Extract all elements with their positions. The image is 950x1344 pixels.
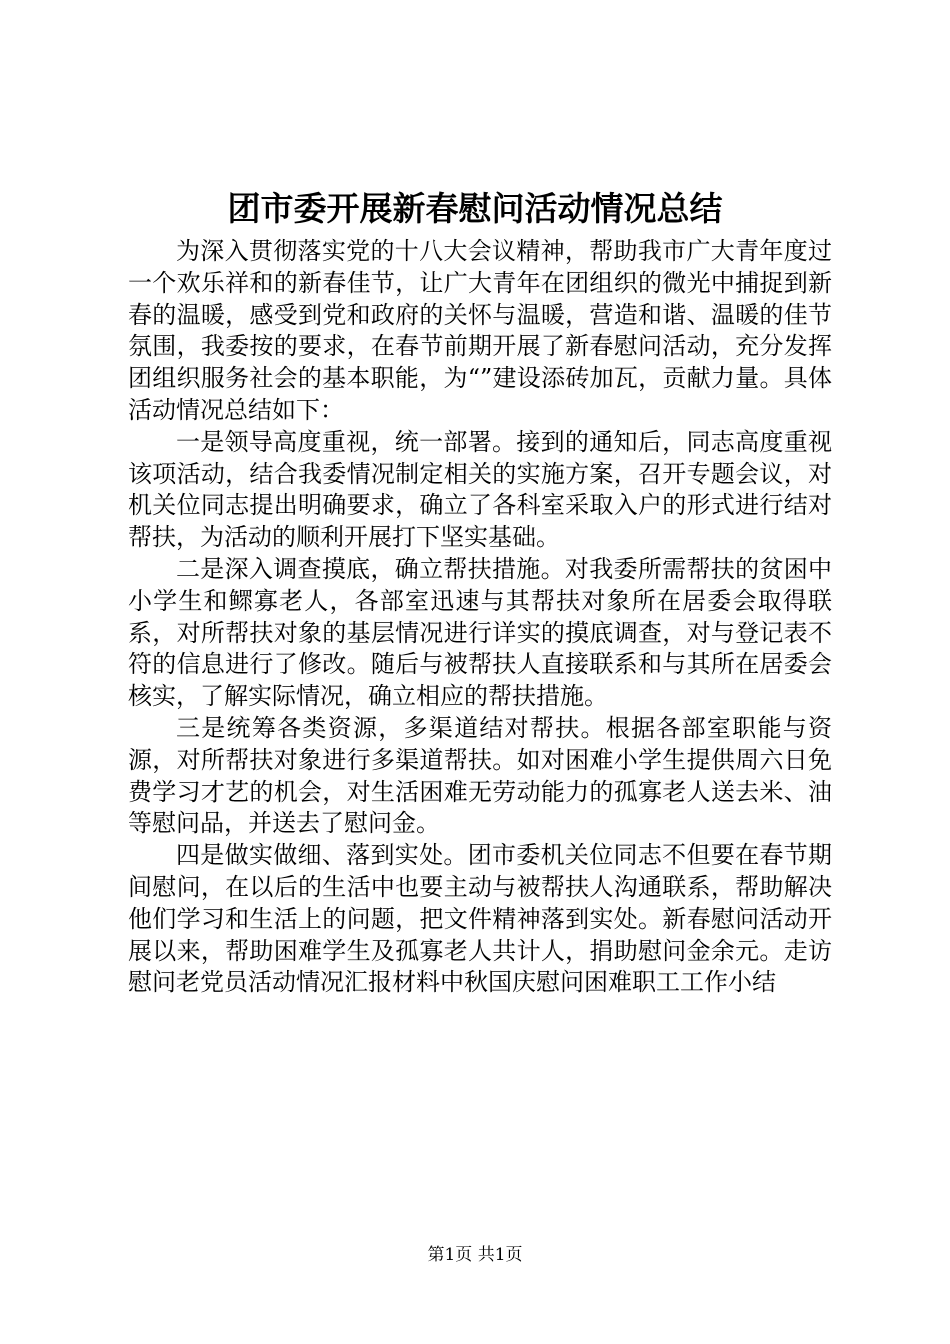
document-title: 团市委开展新春慰问活动情况总结	[227, 189, 723, 228]
paragraph-point-4: 四是做实做细、落到实处。团市委机关位同志不但要在春节期间慰问，在以后的生活中也要主动与被帮扶人沟通联系，帮助解决他们学习和生活上的问题，把文件精神落到实处。新春慰问活动开展以来，帮助困难学生及孤寡老人共计人，捐助慰问金余元。走访慰问老党员活动情况汇报材料中秋国庆慰问困难职工工作小结	[128, 841, 832, 997]
paragraph-intro: 为深入贯彻落实党的十八大会议精神，帮助我市广大青年度过一个欢乐祥和的新春佳节，让广大青年在团组织的微光中捕捉到新春的温暖，感受到党和政府的关怀与温暖，营造和谐、温暖的佳节氛围，我委按的要求，在春节前期开展了新春慰问活动，充分发挥团组织服务社会的基本职能，为“”建设添砖加瓦，贡献力量。具体活动情况总结如下：	[128, 237, 832, 424]
paragraph-point-1: 一是领导高度重视，统一部署。接到的通知后，同志高度重视该项活动，结合我委情况制定相关的实施方案，召开专题会议，对机关位同志提出明确要求，确立了各科室采取入户的形式进行结对帮扶，为活动的顺利开展打下坚实基础。	[128, 427, 832, 552]
page-number-footer: 第1页 共1页	[427, 1245, 523, 1265]
document-body	[128, 236, 832, 999]
paragraph-point-2: 二是深入调查摸底，确立帮扶措施。对我委所需帮扶的贫困中小学生和鳏寡老人，各部室迅速与其帮扶对象所在居委会取得联系，对所帮扶对象的基层情况进行详实的摸底调查，对与登记表不符的信息进行了修改。随后与被帮扶人直接联系和与其所在居委会核实，了解实际情况，确立相应的帮扶措施。	[128, 554, 832, 711]
paragraph-point-3: 三是统筹各类资源，多渠道结对帮扶。根据各部室职能与资源，对所帮扶对象进行多渠道帮扶。如对困难小学生提供周六日免费学习才艺的机会，对生活困难无劳动能力的孤寡老人送去米、油等慰问品，并送去了慰问金。	[128, 713, 832, 838]
